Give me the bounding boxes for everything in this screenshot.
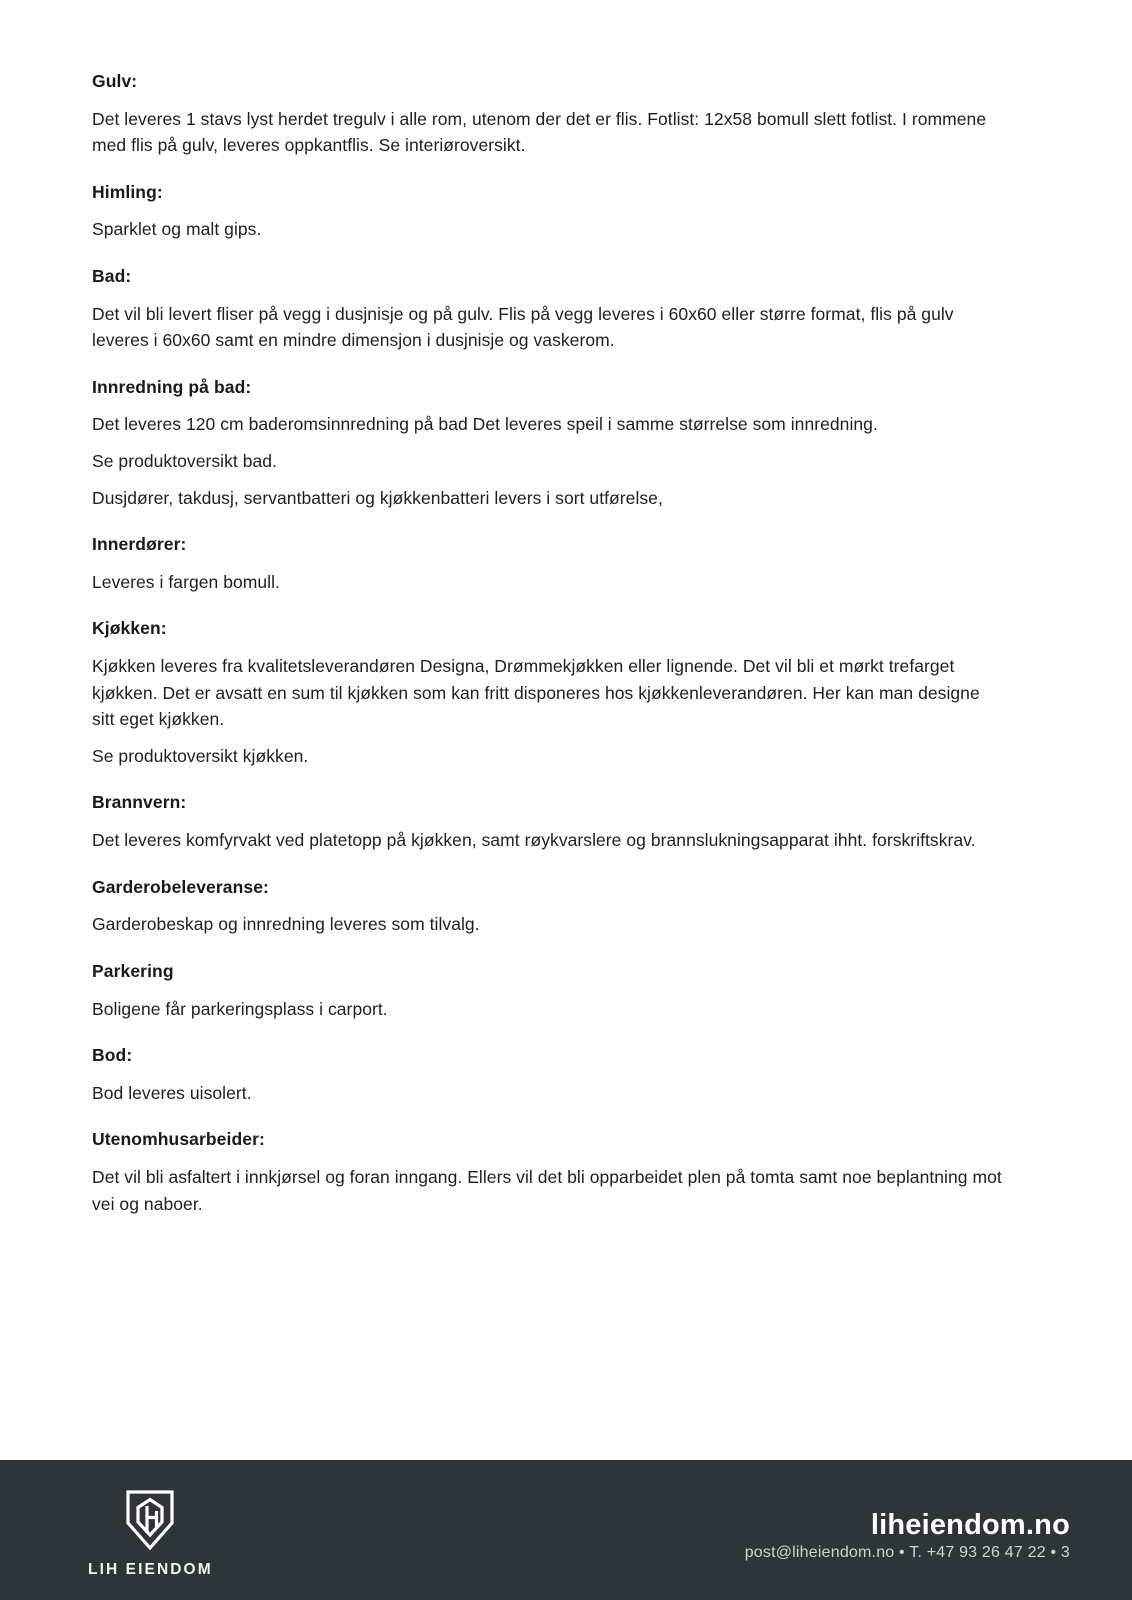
section-paragraph: Det vil bli levert fliser på vegg i dusjnisje og på gulv. Flis på vegg leveres i 60x60 eller større format, flis på gulv leveres i 60x60 samt en mindre dimensjon i dusjnisje og vaskerom. (92, 303, 954, 351)
section-paragraph: Dusjdører, takdusj, servantbatteri og kjøkkenbatteri levers i sort utførelse, (92, 487, 663, 508)
section-heading: Kjøkken: (92, 618, 167, 639)
footer-brand (88, 1489, 213, 1579)
section-utenomhusarbeider (92, 1118, 1004, 1223)
section-heading: Bad: (92, 266, 132, 287)
section-paragraph: Se produktoversikt kjøkken. (92, 745, 309, 766)
section-paragraph: Se produktoversikt bad. (92, 451, 278, 472)
section-paragraph: Det leveres komfyrvakt ved platetopp på kjøkken, samt røykvarslere og brannslukningsapparat ihht. forskriftskrav. (92, 830, 976, 851)
section-bod (92, 1034, 1004, 1112)
section-heading: Innredning på bad: (92, 376, 252, 397)
section-heading: Innerdører: (92, 534, 187, 555)
section-paragraph: Garderobeskap og innredning leveres som tilvalg. (92, 914, 480, 935)
section-paragraph: Leveres i fargen bomull. (92, 571, 280, 592)
section-innerdorer (92, 523, 1004, 601)
page-footer (0, 1460, 1132, 1600)
section-kjokken (92, 607, 1004, 775)
section-heading: Utenomhusarbeider: (92, 1129, 265, 1150)
section-paragraph: Det vil bli asfaltert i innkjørsel og foran inngang. Ellers vil det bli opparbeidet plen på tomta samt noe beplantning mot vei og naboer. (92, 1166, 1002, 1214)
section-garderobeleveranse (92, 866, 1004, 944)
footer-contact-block (745, 1510, 1070, 1562)
website-url[interactable]: liheiendom.no (870, 1509, 1070, 1542)
section-heading: Gulv: (92, 71, 138, 91)
section-gulv (92, 60, 1004, 165)
section-paragraph: Boligene får parkeringsplass i carport. (92, 998, 388, 1019)
contact-line: post@liheiendom.no • T. +47 93 26 47 22 • 3 (744, 1543, 1070, 1561)
section-innredning-pa-bad (92, 366, 1004, 517)
section-bad (92, 255, 1004, 360)
section-paragraph: Det leveres 1 stavs lyst herdet tregulv i alle rom, utenom der det er flis. Fotlist: 12x58 bomull slett fotlist. I rommene med flis på gulv, leveres oppkantflis. Se interiøroversikt. (92, 108, 987, 156)
section-heading: Himling: (92, 181, 163, 202)
section-paragraph: Sparklet og malt gips. (92, 219, 262, 240)
section-paragraph: Kjøkken leveres fra kvalitetsleverandøren Designa, Drømmekjøkken eller lignende. Det vil bli et mørkt trefarget kjøkken. Det er avsatt en sum til kjøkken som kan fritt disponeres hos kjøkkenleverandøren. Her kan man designe sitt eget kjøkken. (92, 656, 980, 730)
section-paragraph: Det leveres 120 cm baderomsinnredning på bad Det leveres speil i samme størrelse som innredning. (92, 414, 878, 435)
section-heading: Bod: (92, 1045, 133, 1066)
section-heading: Brannvern: (92, 792, 187, 813)
section-himling (92, 171, 1004, 249)
section-parkering (92, 950, 1004, 1028)
lih-eiendom-shield-logo-icon (125, 1489, 175, 1551)
document-body (92, 60, 1004, 1223)
section-heading: Parkering (92, 960, 174, 981)
logo-wordmark: LIH EIENDOM (88, 1561, 213, 1578)
section-heading: Garderobeleveranse: (92, 876, 269, 897)
section-paragraph: Bod leveres uisolert. (92, 1082, 252, 1103)
section-brannvern (92, 781, 1004, 859)
